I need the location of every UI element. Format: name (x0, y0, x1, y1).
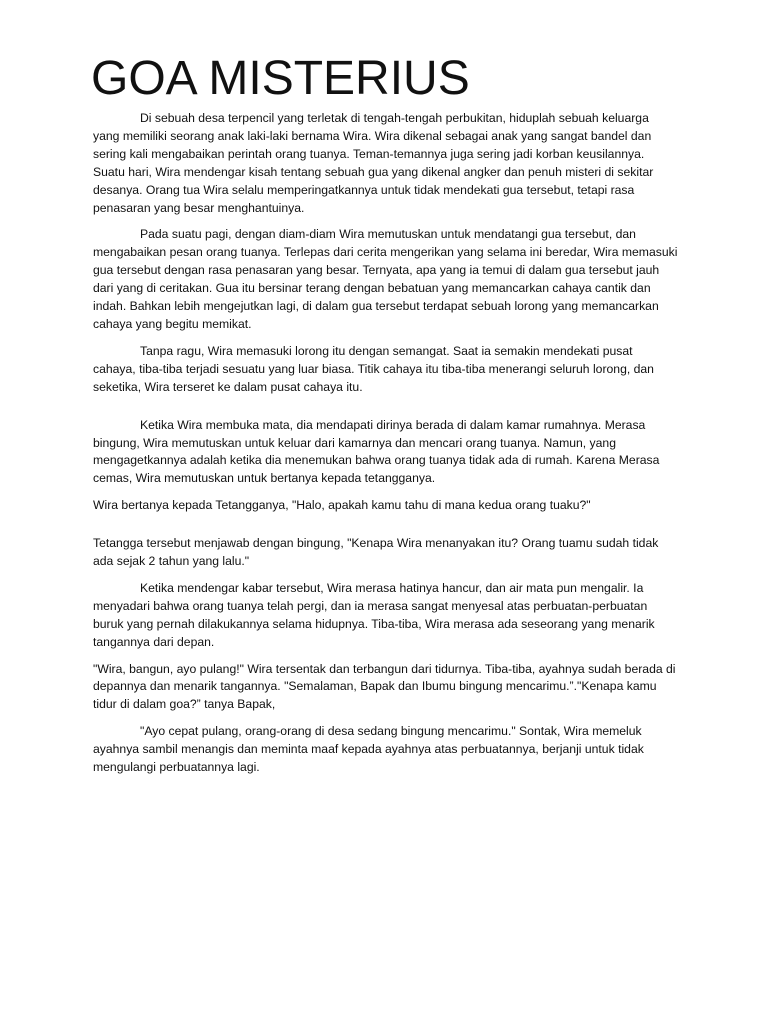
document-page (93, 50, 678, 786)
document-title: GOA MISTERIUS (91, 52, 470, 105)
paragraph-8: "Wira, bangun, ayo pulang!" Wira tersentak dan terbangun dari tidurnya. Tiba-tiba, ayahnya sudah berada di depannya dan menarik tangannya. "Semalaman, Bapak dan Ibumu bingung mencarimu.”."Kenapa kamu tidur di dalam goa?” tanya Bapak, (93, 661, 676, 712)
paragraph-3: Tanpa ragu, Wira memasuki lorong itu dengan semangat. Saat ia semakin mendekati pusat cahaya, tiba-tiba terjadi sesuatu yang luar biasa. Titik cahaya itu tiba-tiba menerangi seluruh lorong, dan seketika, Wira terseret ke dalam pusat cahaya itu. (93, 343, 654, 394)
paragraph-1: Di sebuah desa terpencil yang terletak di tengah-tengah perbukitan, hiduplah sebuah keluarga yang memiliki seorang anak laki-laki bernama Wira. Wira dikenal sebagai anak yang sangat bandel dan sering kali mengabaikan perintah orang tuanya. Teman-temannya juga sering jadi korban keusilannya. Suatu hari, Wira mendengar kisah tentang sebuah gua yang dikenal angker dan penuh misteri di sekitar desanya. Orang tua Wira selalu memperingatkannya untuk tidak mendekati gua tersebut, tetapi rasa penasaran yang besar menghantuinya. (93, 111, 654, 215)
paragraph-2: Pada suatu pagi, dengan diam-diam Wira memutuskan untuk mendatangi gua tersebut, dan mengabaikan pesan orang tuanya. Terlepas dari cerita mengerikan yang selama ini beredar, Wira memasuki gua tersebut dengan rasa penasaran yang besar. Ternyata, apa yang ia temui di dalam gua tersebut jauh dari yang di ceritakan. Gua itu bersinar terang dengan bebatuan yang memancarkan cahaya cantik dan indah. Bahkan lebih mengejutkan lagi, di dalam gua tersebut terdapat sebuah lorong yang memancarkan cahaya yang begitu memikat. (93, 227, 678, 331)
paragraph-4: Ketika Wira membuka mata, dia mendapati dirinya berada di dalam kamar rumahnya. Merasa bingung, Wira memutuskan untuk keluar dari kamarnya dan mencari orang tuanya. Namun, yang mengagetkannya adalah ketika dia menemukan bahwa orang tuanya tidak ada di rumah. Karena Merasa cemas, Wira memutuskan untuk bertanya kepada tetangganya. (93, 417, 660, 486)
paragraph-9: "Ayo cepat pulang, orang-orang di desa sedang bingung mencarimu." Sontak, Wira memeluk ayahnya sambil menangis dan meminta maaf kepada ayahnya atas perbuatannya, berjanji untuk tidak mengulangi perbuatannya lagi. (93, 724, 644, 775)
paragraph-6: Tetangga tersebut menjawab dengan bingung, "Kenapa Wira menanyakan itu? Orang tuamu sudah tidak ada sejak 2 tahun yang lalu." (93, 536, 659, 569)
paragraph-7: Ketika mendengar kabar tersebut, Wira merasa hatinya hancur, dan air mata pun mengalir. Ia menyadari bahwa orang tuanya telah pergi, dan ia merasa sangat menyesal atas perbuatan-perbuatan buruk yang pernah dilakukannya selama hidupnya. Tiba-tiba, Wira merasa ada seseorang yang menarik tangannya dari depan. (93, 580, 655, 649)
paragraph-5: Wira bertanya kepada Tetangganya, "Halo, apakah kamu tahu di mana kedua orang tuaku?" (93, 498, 591, 513)
